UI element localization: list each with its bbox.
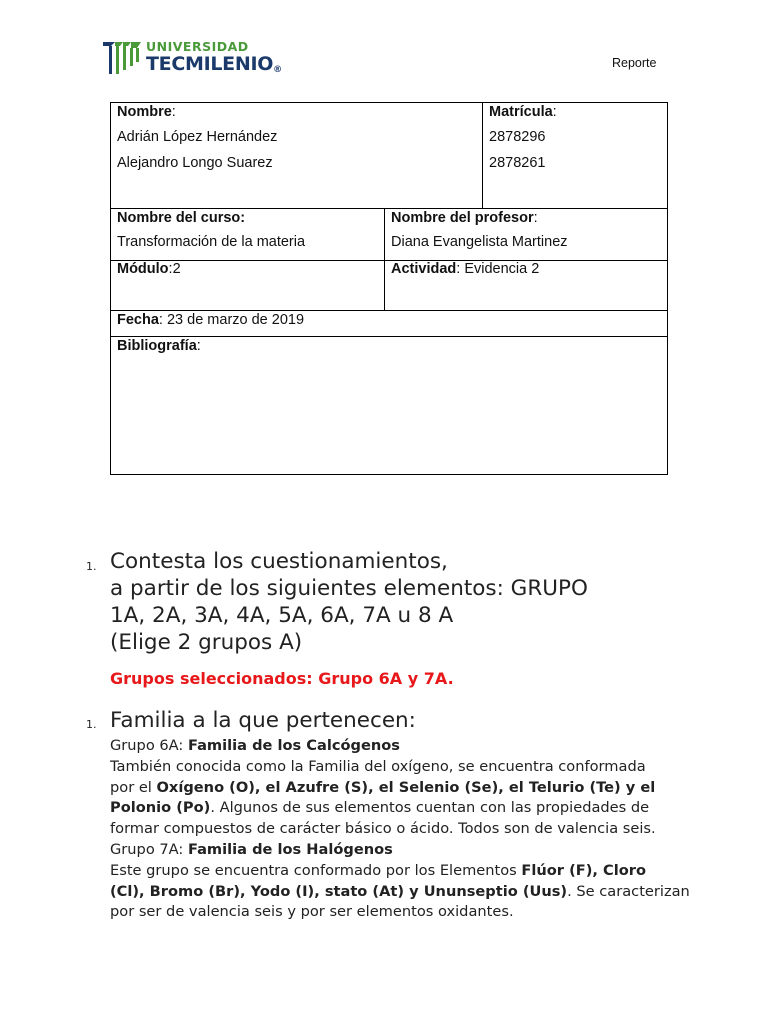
- question-1-line: (Elige 2 grupos A): [110, 630, 303, 655]
- student-id: 2878261: [489, 155, 546, 171]
- logo-tecmilenio-text: TECMILENIO®: [146, 53, 282, 75]
- question-2-title: Familia a la que pertenecen:: [110, 708, 416, 733]
- profesor-cell: Nombre del profesor: Diana Evangelista Martinez: [391, 210, 568, 250]
- curso-cell: [110, 208, 384, 260]
- question-1-line: a partir de los siguientes elementos: GRUPO: [110, 576, 588, 601]
- list-number: 1.: [86, 718, 97, 731]
- curso-value: Transformación de la materia: [117, 234, 306, 250]
- student-name: Adrián López Hernández: [117, 129, 278, 145]
- logo-university-text: UNIVERSIDAD: [146, 39, 249, 54]
- modulo-value: 2: [172, 261, 181, 277]
- actividad-label: Actividad: [391, 261, 457, 277]
- fecha-value: 23 de marzo de 2019: [166, 312, 305, 328]
- profesor-label: Nombre del profesor: [391, 210, 534, 226]
- modulo-label: Módulo: [117, 261, 169, 277]
- modulo-cell: Módulo:2: [117, 261, 181, 277]
- bibliografia-cell: Bibliografía:: [117, 338, 201, 354]
- list-number: 1.: [86, 560, 97, 573]
- curso-label: Nombre del curso:: [117, 210, 246, 226]
- group6-family: Familia de los Calcógenos: [187, 737, 400, 754]
- question-1: [110, 548, 670, 656]
- actividad-value: Evidencia 2: [464, 261, 540, 277]
- student-name: Alejandro Longo Suarez: [117, 155, 273, 171]
- profesor-value: Diana Evangelista Martinez: [391, 234, 568, 250]
- answer-body: Grupo 6A: Familia de los Calcógenos También conocida como la Familia del oxígeno, se encuentra conformada por el Oxígeno (O), el Azufre (S), el Selenio (Se), el Telurio (Te) y el Polonio (Po). Algunos de sus elementos cuentan con las propiedades de formar compuestos de carácter básico o ácido. Todos son de valencia seis. Grupo 7A: Familia de los Halógenos Este grupo se encuentra conformado por los Elementos Flúor (F), Cloro (Cl), Bromo (Br), Yodo (I), stato (At) y Ununseptio (Uus). Se caracterizan por ser de valencia seis y por ser elementos oxidantes.: [110, 737, 690, 921]
- matricula-cell: Matrícula: 2878296 2878261: [489, 104, 557, 171]
- university-logo: [101, 38, 291, 80]
- question-1-line: 1A, 2A, 3A, 4A, 5A, 6A, 7A u 8 A: [110, 603, 454, 628]
- student-id: 2878296: [489, 129, 546, 145]
- selected-groups: Grupos seleccionados: Grupo 6A y 7A.: [110, 669, 454, 688]
- nombre-label: Nombre: [117, 104, 172, 120]
- bibliografia-label: Bibliografía: [117, 338, 197, 354]
- fecha-cell: Fecha: 23 de marzo de 2019: [117, 312, 305, 328]
- tecmilenio-logo-icon: [101, 38, 145, 78]
- report-label: Reporte: [612, 56, 657, 70]
- group7-family: Familia de los Halógenos: [187, 840, 393, 858]
- question-1-line: Contesta los cuestionamientos,: [110, 549, 448, 574]
- actividad-cell: Actividad: Evidencia 2: [391, 261, 540, 277]
- fecha-label: Fecha: [117, 312, 159, 328]
- nombre-cell: Nombre: Adrián López Hernández Alejandro Longo Suarez: [117, 104, 278, 171]
- matricula-label: Matrícula: [489, 104, 553, 120]
